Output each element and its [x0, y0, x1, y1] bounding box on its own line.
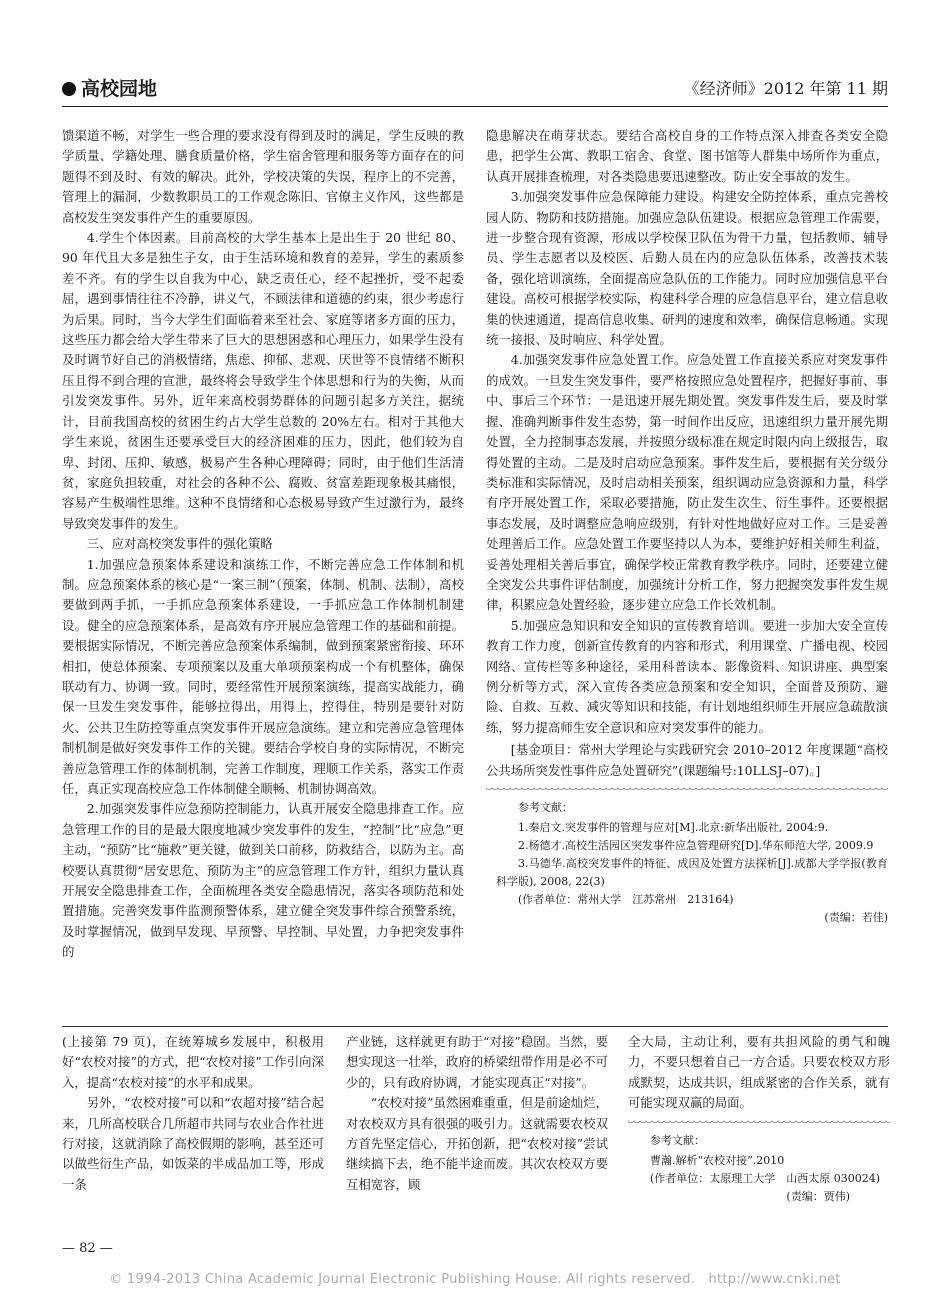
editor-note: (责编：若佳) [824, 911, 888, 924]
wavy-divider [486, 787, 888, 793]
copyright-footer: © 1994-2013 China Academic Journal Electronic Publishing House. All rights reserved. http://www.cnki.net [109, 1272, 841, 1287]
bottom-column-2 [346, 1032, 608, 1195]
author-unit: (作者单位：常州大学 江苏常州 213164) [518, 893, 734, 906]
editor-note: (责编：贾伟) [786, 1189, 850, 1203]
section-divider [62, 1026, 888, 1027]
paragraph: 另外，“农校对接”可以和“农超对接”结合起来，几所高校联合几所超市共同与农业合作社进行对接，这就消除了高校假期的影响，甚至还可以做些衍生产品，如饭菜的半成品加工等，形成一条 [62, 1095, 324, 1192]
paragraph: 1.加强应急预案体系建设和演练工作，不断完善应急工作体制和机制。应急预案体系的核心是“一案三制”（预案，体制、机制、法制），高校要做到两手抓，一手抓应急预案体系建设，一手抓应急工作体制机制建设。健全的应急预案体系，是高效有序开展应急管理工作的基础和前提。要根据实际情况，不断完善应急预案体系编制，做到预案紧密衔接、环环相扣，使总体预案、专项预案以及重大单项预案构成一个有机整体，确保联动有力、协调一致。同时，要经常性开展预案演练，提高实战能力，确保一旦发生突发事件，能够拉得出，用得上，控得住，特别是要针对防火、公共卫生防控等重点突发事件开展应急演练。建立和完善应急管理体制机制是做好突发事件工作的关键。要结合学校自身的实际情况，不断完善应急管理工作的体制机制，完善工作制度，理顺工作关系，落实工作责任，真正实现高校应急工作体制健全顺畅、机制协调高效。 [62, 556, 464, 796]
paragraph: 馈渠道不畅，对学生一些合理的要求没有得到及时的满足，学生反映的教学质量、学籍处理、膳食质量价格，学生宿舍管理和服务等方面存在的问题得不到及时、有效的解决。此外，学校决策的失误，程序上的不完善，管理上的漏洞，少数教职员工的工作观念陈旧、官僚主义作风，这些都是高校发生突发事件产生的重要原因。 [62, 128, 464, 225]
paragraph: 全大局，主动让利，要有共担风险的勇气和魄力，不要只想着自己一方合适。只要农校双方形成默契，达成共识，组成紧密的合作关系，就有可能实现双赢的局面。 [628, 1034, 890, 1111]
reference-item: 1.秦启文.突发事件的管理与应对[M].北京:新华出版社, 2004:9. [518, 821, 829, 834]
paragraph: 隐患解决在萌芽状态。要结合高校自身的工作特点深入排查各类安全隐患，把学生公寓、教职工宿舍、食堂、图书馆等人群集中场所作为重点，认真开展排查梳理，对各类隐患要迅速整改。防止安全事故的发生。 [486, 128, 888, 184]
section-title: 高校园地 [81, 78, 158, 100]
paragraph: “农校对接”虽然困难重重，但是前途灿烂，对农校双方具有很强的吸引力。这就需要农校双方首先坚定信心，开拓创新，把“农校对接”尝试继续搞下去，绝不能半途而废。其次农校双方要互相宽容，顾 [346, 1095, 608, 1192]
page-number: — 82 — [62, 1241, 113, 1256]
references-title: 参考文献： [650, 1133, 705, 1147]
bottom-column-1 [62, 1032, 324, 1195]
bottom-column-3 [628, 1032, 890, 1206]
column-left [62, 126, 464, 1021]
author-unit: (作者单位：太原理工大学 山西太原 030024) [650, 1171, 881, 1185]
paragraph: 4.学生个体因素。目前高校的大学生基本上是出生于 20 世纪 80、90 年代且大多是独生子女，由于生活环境和教育的差异，学生的素质参差不齐。有的学生以自我为中心，缺乏责任心，经不起挫折，受不起委屈，遇到事情往往不冷静，讲义气，不顾法律和道德的约束，很少考虑行为后果。同时，当今大学生们面临着来至社会、家庭等诸多方面的压力，这些压力都会给大学生带来了巨大的思想困惑和心理压力，如果学生没有及时调节好自己的消极情绪，焦虑、抑郁、悲观、厌世等不良情绪不断积压且得不到合理的宣泄，最终将会导致学生个体思想和行为的失衡，从而引发突发事件。另外，近年来高校弱势群体的问题引起多方关注，据统计，目前我国高校的贫困生约占大学生总数的 20%左右。相对于其他大学生来说，贫困生还要承受巨大的经济困难的压力，因此，他们较为自卑、封闭、压抑、敏感，极易产生各种心理障碍；同时，由于他们生活清贫，家庭负担较重，对社会的各种不公、腐败、贫富差距现象极其痛恨，容易产生极端性思维。这种不良情绪和心态极易导致产生过激行为，最终导致突发事件的发生。 [62, 230, 464, 531]
references-title: 参考文献： [518, 801, 573, 814]
paragraph: (上接第 79 页)，在统筹城乡发展中，积极用好“农校对接”的方式，把“农校对接”工作引向深入，提高“农校对接”的水平和成果。 [62, 1034, 324, 1090]
page-header [62, 72, 888, 107]
reference-item: 3.马德华.高校突发事件的特征、成因及处置方法探析[J].成都大学学报(教育科学版), 2008, 22(3) [496, 857, 888, 888]
paragraph: 5.加强应急知识和安全知识的宣传教育培训。要进一步加大安全宣传教育工作力度，创新宣传教育的内容和形式，利用课堂、广播电视、校园网络、宣传栏等多种途径，采用科普读本、影像资料、知识讲座、典型案例分析等方式，深入宣传各类应急预案和安全知识，全面普及预防、避险、自救、互救、减灾等知识和技能，有计划地组织师生开展应急疏散演练，努力提高师生安全意识和应对突发事件的能力。 [486, 617, 888, 735]
references [628, 1132, 890, 1206]
reference-item: 曹瀚.解析“农校对接”.2010 [650, 1153, 785, 1167]
paragraph: 3.加强突发事件应急保障能力建设。构建安全防控体系，重点完善校园人防、物防和技防措施。加强应急队伍建设。根据应急管理工作需要，进一步整合现有资源，形成以学校保卫队伍为骨干力量，包括教师、辅导员、学生志愿者以及校医、后勤人员在内的应急队伍体系，改善技术装备，强化培训演练，全面提高应急队伍的工作能力。同时应加强信息平台建设。高校可根据学校实际，构建科学合理的应急信息平台，建立信息收集的快速通道，提高信息收集、研判的速度和效率，确保信息畅通。实现统一接报、及时响应、科学处置。 [486, 189, 888, 348]
funding-note: [基金项目：常州大学理论与实践研究会 2010–2012 年度课题“高校公共场所突发性事件应急处置研究”(课题编号:10LLSJ–07)。] [486, 742, 888, 778]
section-label [62, 74, 157, 101]
paragraph: 2.加强突发事件应急预防控制能力，认真开展安全隐患排查工作。应急管理工作的目的是最大限度地减少突发事件的发生，“控制”比“应急”更主动，“预防”比“施救”更关键，做到关口前移，防救结合，以防为主。高校要认真贯彻“居安思危、预防为主”的应急管理工作方针，组织力量认真开展安全隐患排查工作，全面梳理各类安全隐患情况，落实各项防范和处置措施。完善突发事件监测预警体系，建立健全突发事件综合预警系统，及时掌握情况，做到早发现、早预警、早控制、早处置，力争把突发事件的 [62, 801, 464, 960]
bullet-dot-icon [62, 82, 76, 96]
paragraph: 产业链，这样就更有助于“对接”稳固。当然，要想实现这一壮举，政府的桥梁纽带作用是必不可少的，只有政府协调，才能实现真正“对接”。 [346, 1034, 608, 1090]
references [486, 799, 888, 927]
wavy-divider [628, 1120, 890, 1126]
column-right [486, 126, 888, 966]
section-heading: 三、应对高校突发事件的强化策略 [86, 536, 273, 552]
paragraph: 4.加强突发事件应急处置工作。应急处置工作直接关系应对突发事件的成效。一旦发生突发事件，要严格按照应急处置程序，把握好事前、事中、事后三个环节：一是迅速开展先期处置。突发事件发生后，要及时掌握、准确判断事件发生态势，第一时间作出反应，迅速组织力量开展先期处置，全力控制事态发展，并按照分级标准在规定时限内向上级报告，取得处置的主动。二是及时启动应急预案。事件发生后，要根据有关分级分类标准和实际情况，及时启动相关预案，组织调动应急资源和力量，科学有序开展处置工作，采取必要措施，防止发生次生、衍生事件。还要根据事态发展，及时调整应急响应级别，有针对性地做好应对工作。三是妥善处理善后工作。应急处置工作要坚持以人为本，要维护好相关师生利益，妥善处理相关善后事宜，确保学校正常教育教学秩序。同时，还要建立健全突发公共事件评估制度，加强统计分析工作，努力把握突发事件发生规律，积累应急处置经验，逐步建立应急工作长效机制。 [486, 352, 888, 613]
journal-info: 《经济师》2012 年第 11 期 [683, 79, 888, 98]
reference-item: 2.杨德才.高校生活园区突发事件应急管理研究[D].华东师范大学, 2009.9 [518, 839, 874, 852]
